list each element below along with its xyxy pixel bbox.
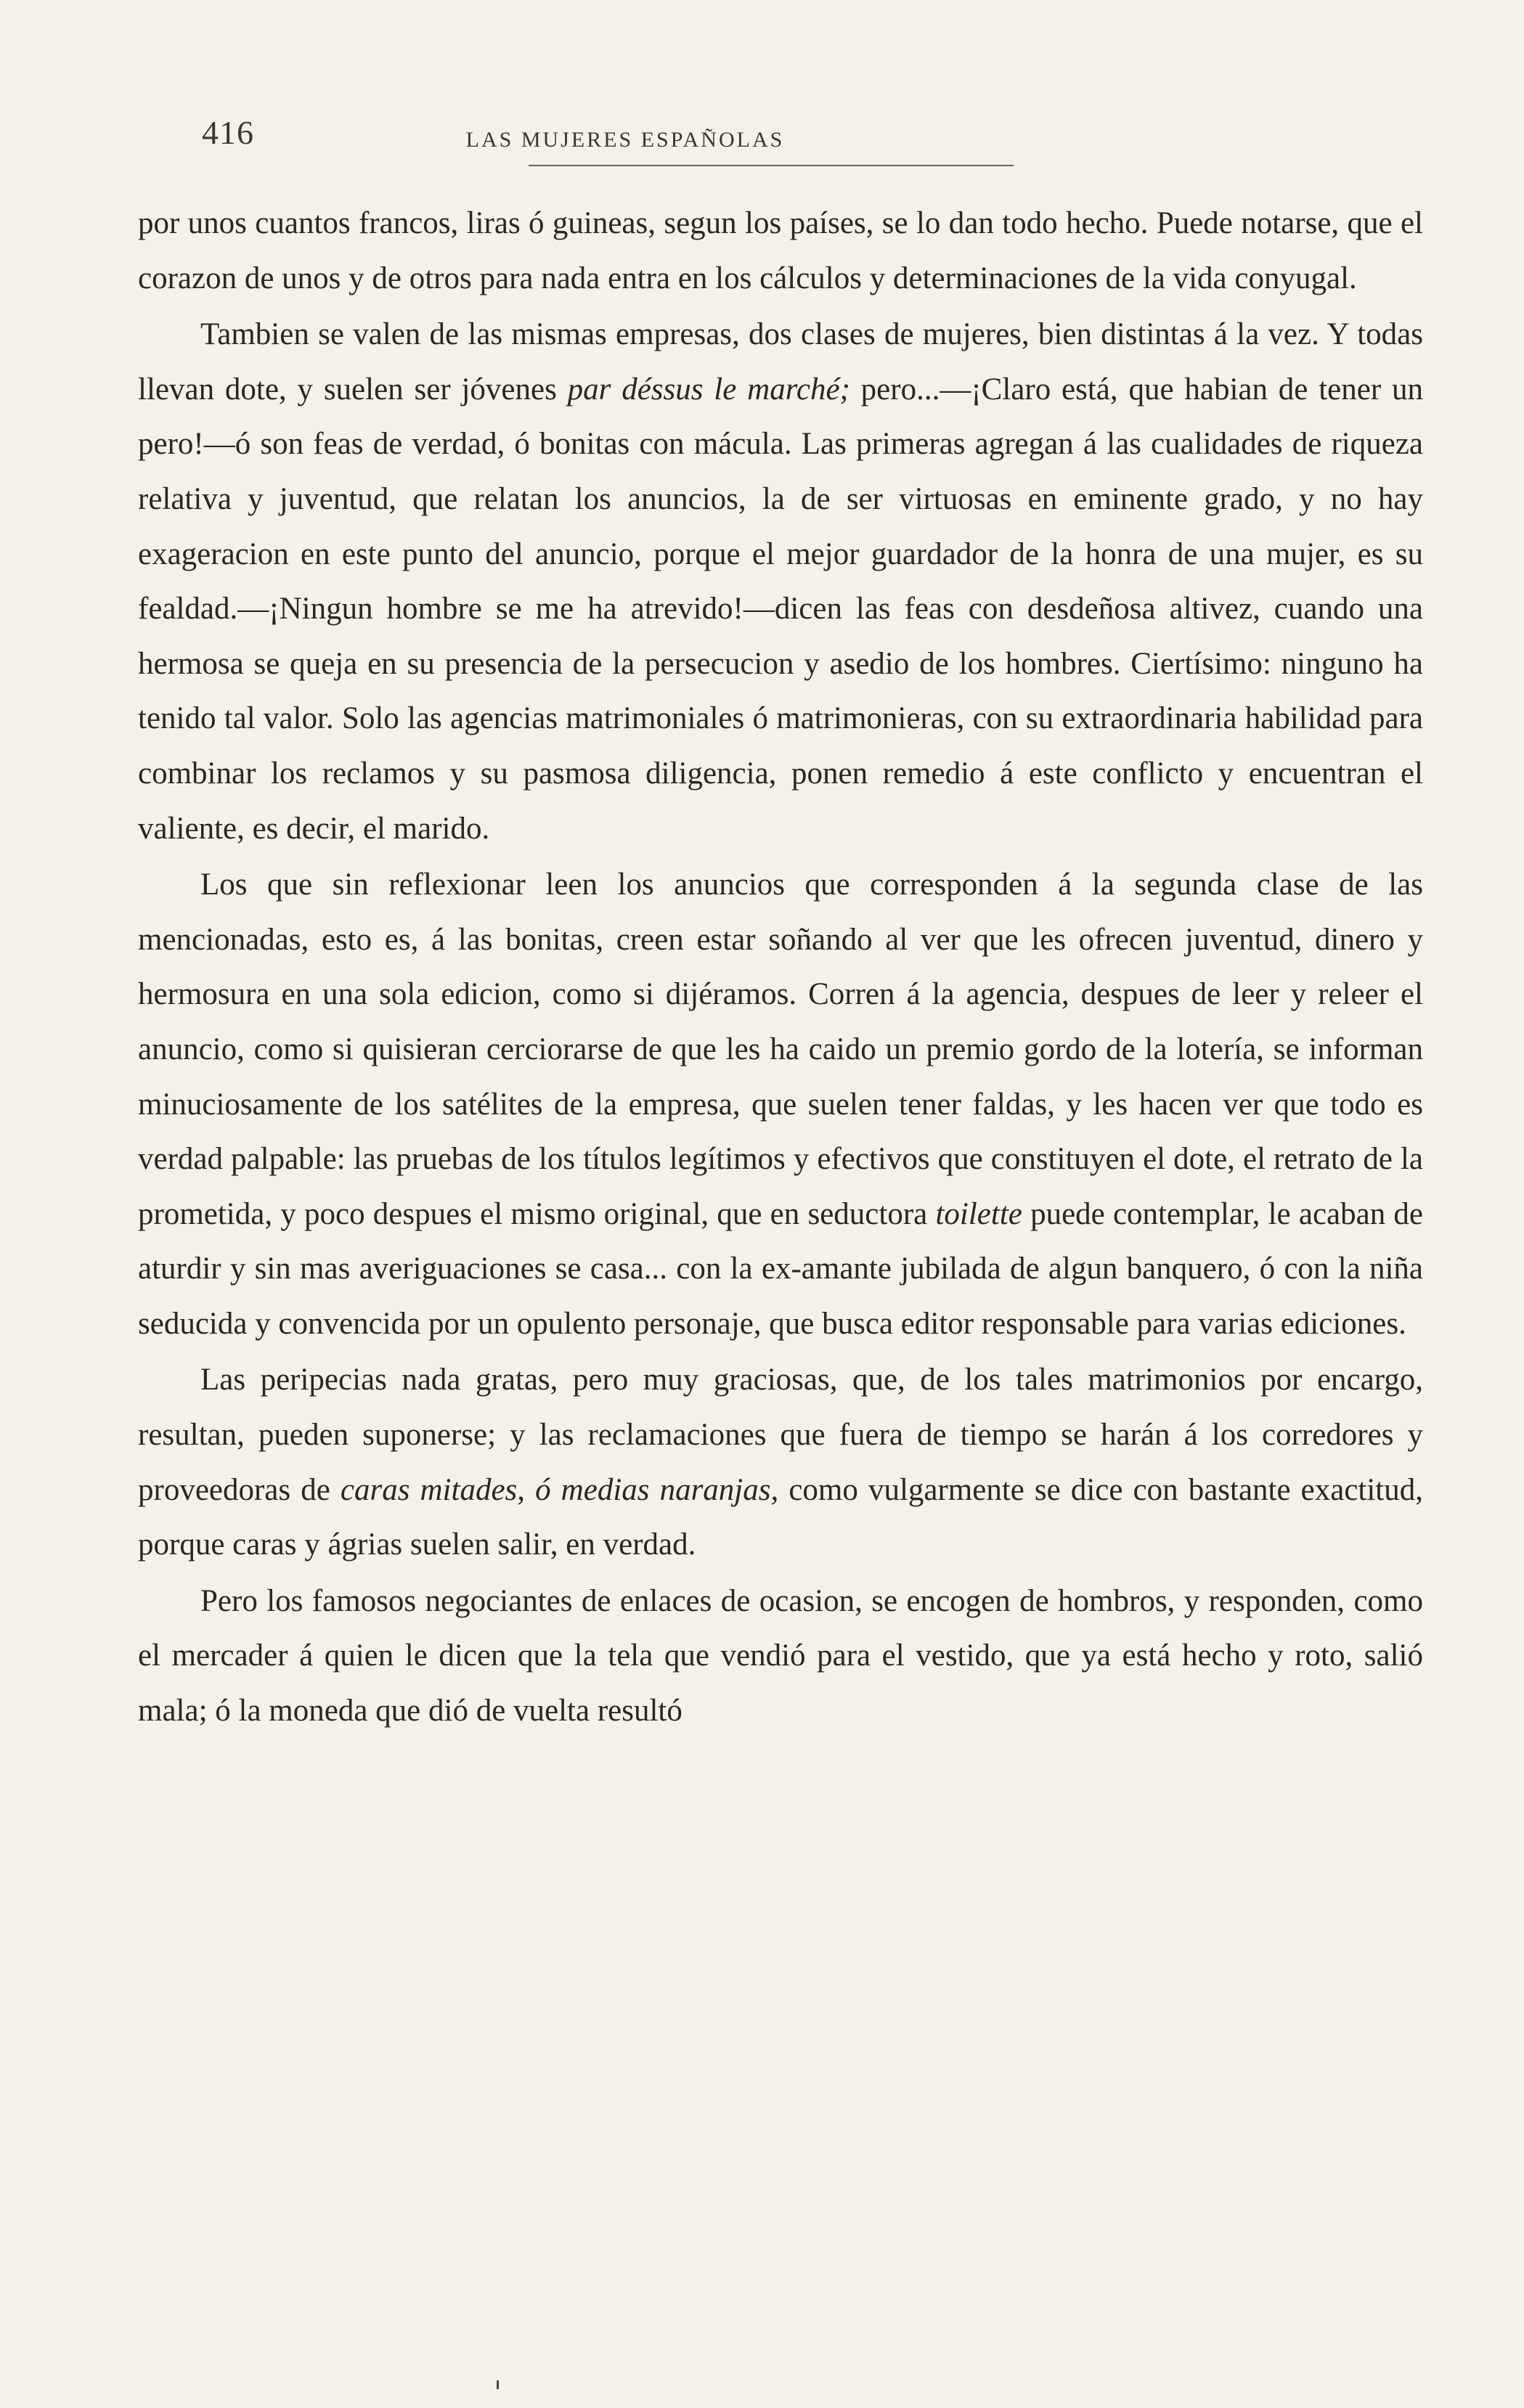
paragraph-4 bbox=[138, 1352, 1423, 1572]
paragraph-4-italic: caras mitades, ó medias naranjas, bbox=[340, 1472, 779, 1507]
paragraph-3 bbox=[138, 857, 1423, 1351]
paragraph-4-text-b: como vulgarmente se dice con bastante exactitud, porque caras y ágrias suelen salir, en verdad. bbox=[138, 1472, 1423, 1562]
paragraph-4-text-a: Las peripecias nada gratas, pero muy graciosas, que, de los tales matrimonios por encargo, resultan, pueden suponerse; y las reclamaciones que fuera de tiempo se harán á los corredores y proveedoras de bbox=[138, 1363, 1423, 1507]
header-rule bbox=[529, 165, 1014, 166]
paragraph-2-text-a: Tambien se valen de las mismas empresas, dos clases de mujeres, bien distintas á la vez. Y todas llevan dote, y suelen ser jóvenes bbox=[138, 317, 1423, 407]
body-text bbox=[138, 196, 1423, 1739]
page-number: 416 bbox=[202, 114, 254, 151]
print-speck bbox=[497, 2380, 499, 2389]
paragraph-1-text: por unos cuantos francos, liras ó guineas, segun los países, se lo dan todo hecho. Puede notarse, que el corazon de unos y de otros para nada entra en los cálculos y determinaciones de la vida conyugal. bbox=[138, 206, 1423, 295]
paragraph-2-text-b: pero...—¡Claro está, que habian de tener un pero!—ó son feas de verdad, ó bonitas con mácula. Las primeras agregan á las cualidades de riqueza relativa y juventud, que relatan los anuncios, la de ser virtuosas en eminente grado, y no hay exageracion en este punto del anuncio, porque el mejor guardador de la honra de una mujer, es su fealdad.—¡Ningun hombre se me ha atrevido!—dicen las feas con desdeñosa altivez, cuando una hermosa se queja en su presencia de la persecucion y asedio de los hombres. Ciertísimo: ninguno ha tenido tal valor. Solo las agencias matrimoniales ó matrimonieras, con su extraordinaria habilidad para combinar los reclamos y su pasmosa diligencia, ponen remedio á este conflicto y encuentran el valiente, es decir, el marido. bbox=[138, 372, 1423, 846]
paragraph-5 bbox=[138, 1574, 1423, 1739]
paragraph-2 bbox=[138, 307, 1423, 856]
paragraph-2-italic: par déssus le marché; bbox=[567, 372, 850, 407]
running-title: LAS MUJERES ESPAÑOLAS bbox=[465, 128, 785, 152]
page-header bbox=[202, 113, 1037, 171]
paragraph-3-italic: toilette bbox=[935, 1196, 1022, 1231]
paragraph-5-text: Pero los famosos negociantes de enlaces de ocasion, se encogen de hombros, y responden, como el mercader á quien le dicen que la tela que vendió para el vestido, que ya está hecho y roto, salió mala; ó la moneda que dió de vuelta resultó bbox=[138, 1583, 1423, 1729]
paragraph-3-text-b: puede contemplar, le acaban de aturdir y sin mas averiguaciones se casa... con la ex-amante jubilada de algun banquero, ó con la niña seducida y convencida por un opulento personaje, que busca editor responsable para varias ediciones. bbox=[138, 1196, 1423, 1341]
paragraph-3-text-a: Los que sin reflexionar leen los anuncios que corresponden á la segunda clase de las mencionadas, esto es, á las bonitas, creen estar soñando al ver que les ofrecen juventud, dinero y hermosura en una sola edicion, como si dijéramos. Corren á la agencia, despues de leer y releer el anuncio, como si quisieran cerciorarse de que les ha caido un premio gordo de la lotería, se informan minuciosamente de los satélites de la empresa, que suelen tener faldas, y les hacen ver que todo es verdad palpable: las pruebas de los títulos legítimos y efectivos que constituyen el dote, el retrato de la prometida, y poco despues el mismo original, que en seductora bbox=[138, 868, 1423, 1231]
paragraph-1 bbox=[138, 196, 1423, 306]
